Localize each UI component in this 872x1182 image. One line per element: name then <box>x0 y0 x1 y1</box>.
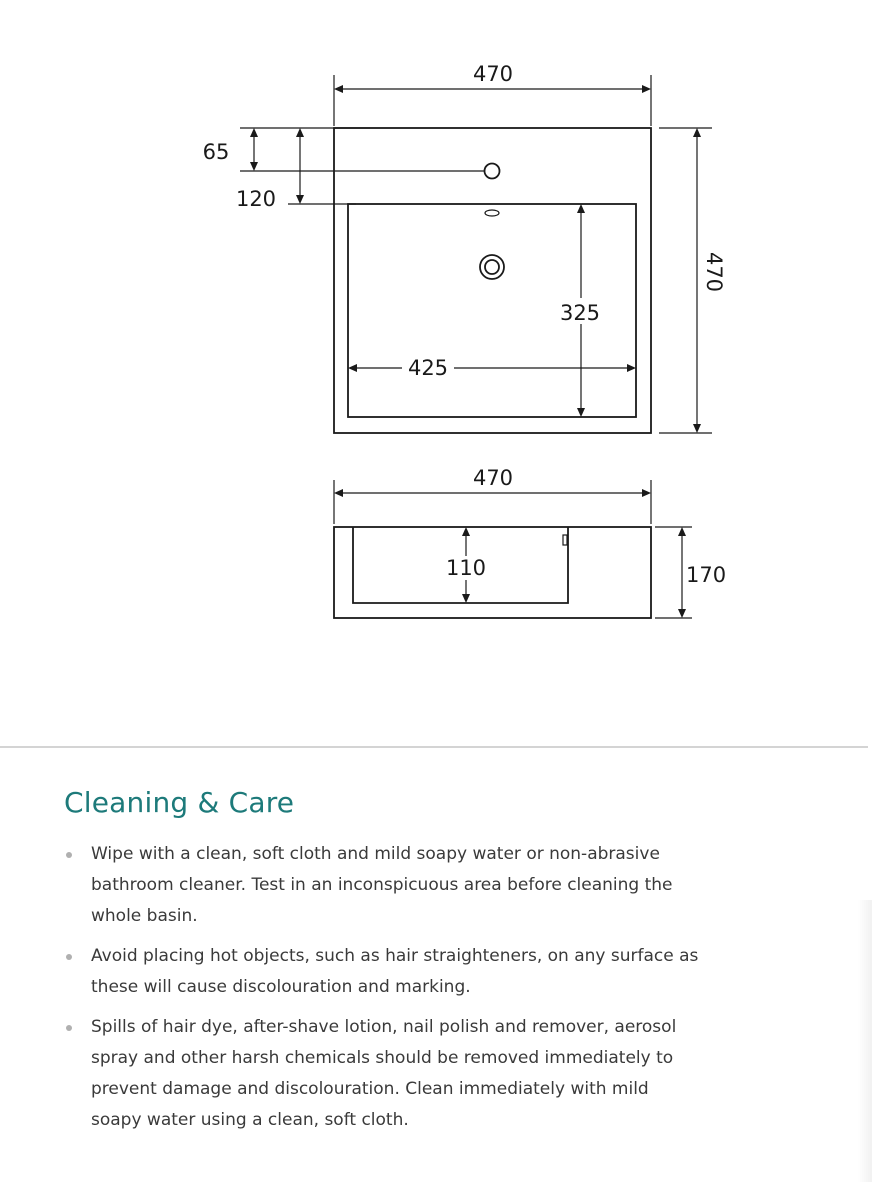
bullet-icon <box>66 954 72 960</box>
waste-outlet-inner-icon <box>485 260 499 274</box>
tap-hole-icon <box>485 164 500 179</box>
front-view <box>334 527 651 618</box>
page-edge-shadow <box>858 900 872 1182</box>
cleaning-care-section <box>64 786 704 1145</box>
overflow-slot-icon <box>485 210 499 216</box>
bowl-depth-label: 325 <box>559 301 601 325</box>
front-overflow-icon <box>563 535 567 545</box>
bullet-icon <box>66 1025 72 1031</box>
waste-outlet-icon <box>480 255 504 279</box>
care-list <box>64 839 704 1136</box>
bowl-offset-label: 120 <box>235 187 277 211</box>
front-width-dimension <box>334 466 651 524</box>
list-item-text: Wipe with a clean, soft cloth and mild soapy water or non-abrasive bathroom cleaner. Test in an inconspicuous area before cleaning the whole basin. <box>91 844 673 926</box>
bowl-depth-dimension <box>556 204 606 417</box>
list-item <box>64 839 704 932</box>
top-view-outline <box>334 128 651 433</box>
bowl-height-label: 110 <box>445 556 487 580</box>
list-item-text: Avoid placing hot objects, such as hair straighteners, on any surface as these will cause discolouration and marking. <box>91 946 699 997</box>
front-height-dimension <box>655 527 726 618</box>
section-divider <box>0 746 868 748</box>
top-depth-label: 470 <box>702 251 726 293</box>
front-view-outline <box>334 527 651 618</box>
list-item-text: Spills of hair dye, after-shave lotion, nail polish and remover, aerosol spray and other harsh chemicals should be removed immediately to prevent damage and discolouration. Clean immediately with mild soapy water using a clean, soft cloth. <box>91 1017 677 1130</box>
tap-offset-label: 65 <box>202 140 230 164</box>
front-height-label: 170 <box>686 563 727 587</box>
list-item <box>64 941 704 1003</box>
section-title: Cleaning & Care <box>64 786 295 819</box>
bullet-icon <box>66 852 72 858</box>
top-width-dimension <box>334 62 651 126</box>
list-item <box>64 1012 704 1136</box>
tap-offset-dimension <box>203 128 484 171</box>
bowl-height-dimension <box>444 527 490 603</box>
front-width-label: 470 <box>472 466 514 490</box>
top-width-label: 470 <box>472 62 514 86</box>
top-view <box>334 128 651 433</box>
bowl-width-label: 425 <box>407 356 449 380</box>
bowl-width-dimension <box>348 355 636 381</box>
top-depth-dimension <box>659 128 726 433</box>
